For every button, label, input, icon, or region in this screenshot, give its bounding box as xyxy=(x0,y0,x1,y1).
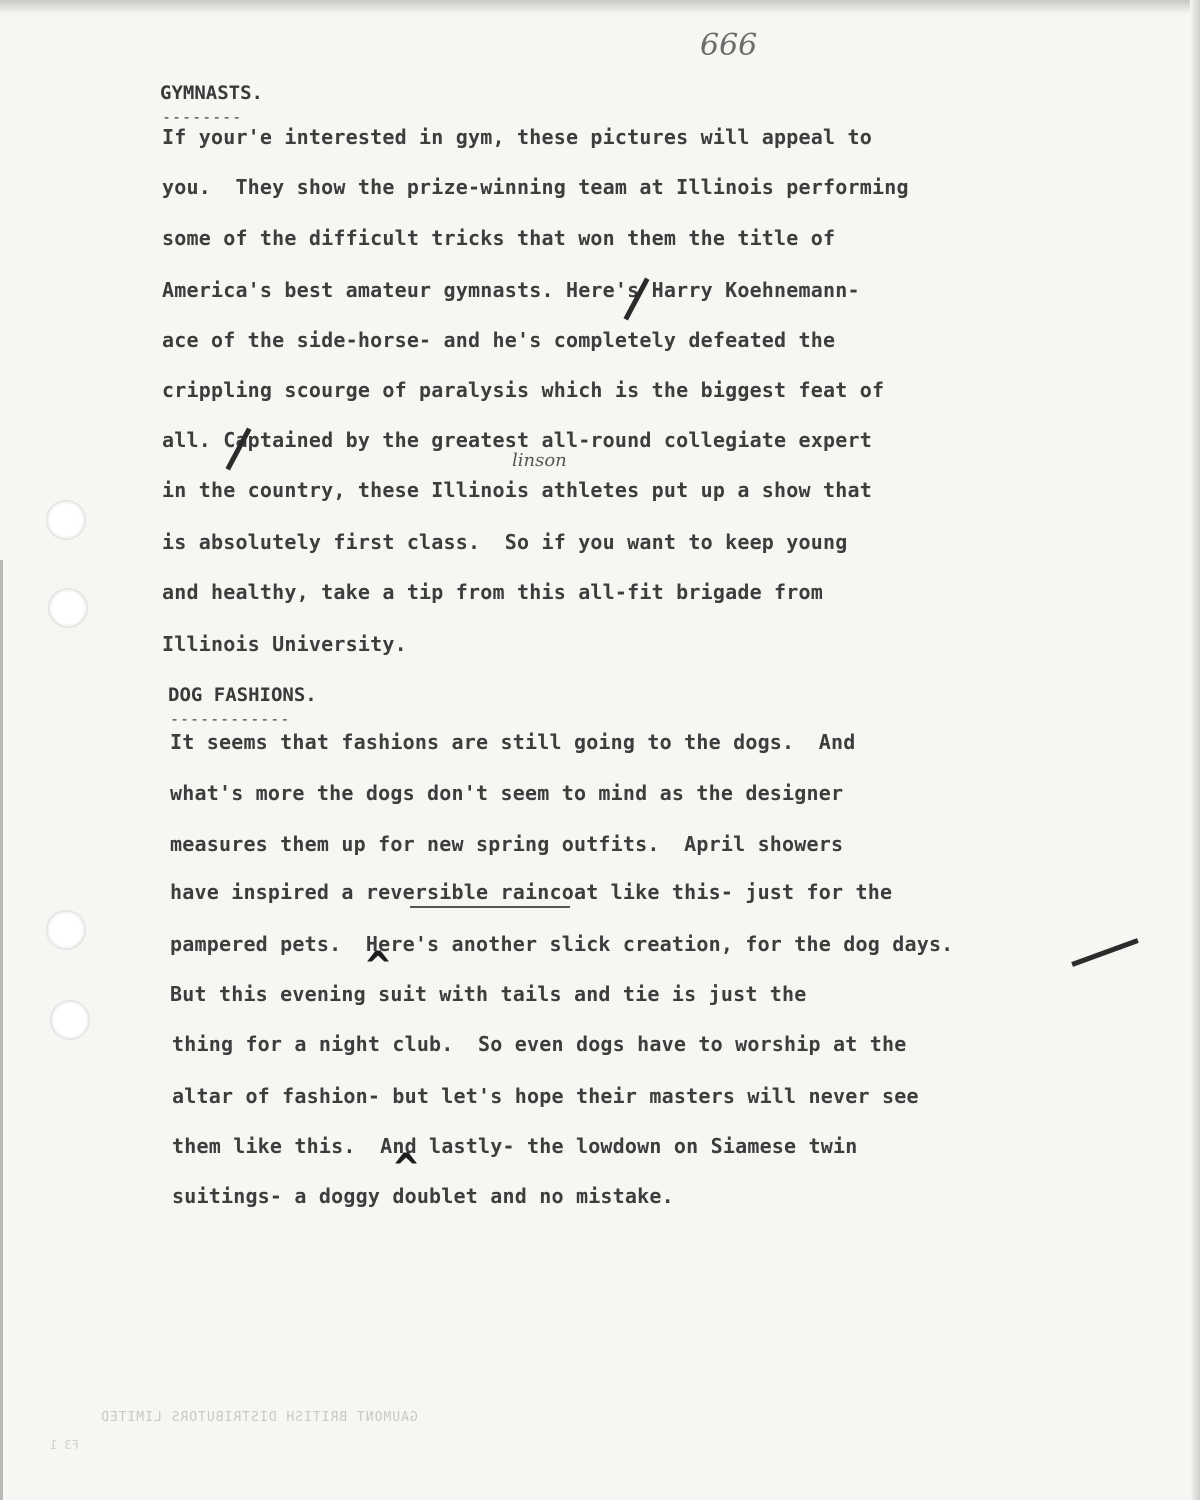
page-shadow-right xyxy=(1190,0,1200,1500)
page-number: 666 xyxy=(700,28,758,63)
heading-underline: -------- xyxy=(162,108,243,126)
text-line: have inspired a reversible raincoat like this- just for the xyxy=(170,880,893,904)
text-line: thing for a night club. So even dogs have to worship at the xyxy=(172,1032,907,1056)
text-line: all. Captained by the greatest all-round collegiate expert xyxy=(162,428,872,452)
text-line: you. They show the prize-winning team at Illinois performing xyxy=(162,175,909,199)
caret-mark: ^ xyxy=(366,944,391,990)
text-line: suitings- a doggy doublet and no mistake. xyxy=(172,1184,674,1208)
punch-hole xyxy=(46,910,86,950)
text-line: some of the difficult tricks that won them the title of xyxy=(162,226,836,250)
text-line: them like this. And lastly- the lowdown on Siamese twin xyxy=(172,1134,858,1158)
text-line: in the country, these Illinois athletes put up a show that xyxy=(162,478,872,502)
text-line: crippling scourge of paralysis which is the biggest feat of xyxy=(162,378,885,402)
text-line: It seems that fashions are still going to the dogs. And xyxy=(170,730,856,754)
text-line: altar of fashion- but let's hope their masters will never see xyxy=(172,1084,919,1108)
text-line: is absolutely first class. So if you want to keep young xyxy=(162,530,848,554)
text-line: If your'e interested in gym, these pictures will appeal to xyxy=(162,125,872,149)
footer-bleed-text: GAUMONT BRITISH DISTRIBUTORS LIMITED xyxy=(100,1410,418,1425)
section-heading-gymnasts: GYMNASTS. xyxy=(160,82,263,104)
page-shadow-top xyxy=(0,0,1200,14)
punch-hole xyxy=(46,500,86,540)
text-line: pampered pets. Here's another slick creation, for the dog days. xyxy=(170,932,954,956)
page-edge-left xyxy=(0,560,3,1500)
punch-hole xyxy=(50,1000,90,1040)
text-line: measures them up for new spring outfits. April showers xyxy=(170,832,844,856)
text-line: ace of the side-horse- and he's completely defeated the xyxy=(162,328,836,352)
text-line: America's best amateur gymnasts. Here's Harry Koehnemann- xyxy=(162,278,860,302)
handwritten-insertion: linson xyxy=(512,450,567,471)
corner-bleed-text: F3 1 xyxy=(50,1438,79,1452)
text-line: But this evening suit with tails and tie is just the xyxy=(170,982,807,1006)
heading-underline: ------------ xyxy=(170,710,291,728)
word-underline xyxy=(410,906,570,908)
edit-strike-mark xyxy=(1071,938,1138,967)
caret-mark: ^ xyxy=(394,1146,419,1192)
section-heading-dog-fashions: DOG FASHIONS. xyxy=(168,684,317,706)
text-line: and healthy, take a tip from this all-fit brigade from xyxy=(162,580,824,604)
text-line: Illinois University. xyxy=(162,632,407,656)
punch-hole xyxy=(48,588,88,628)
text-line: what's more the dogs don't seem to mind as the designer xyxy=(170,781,844,805)
